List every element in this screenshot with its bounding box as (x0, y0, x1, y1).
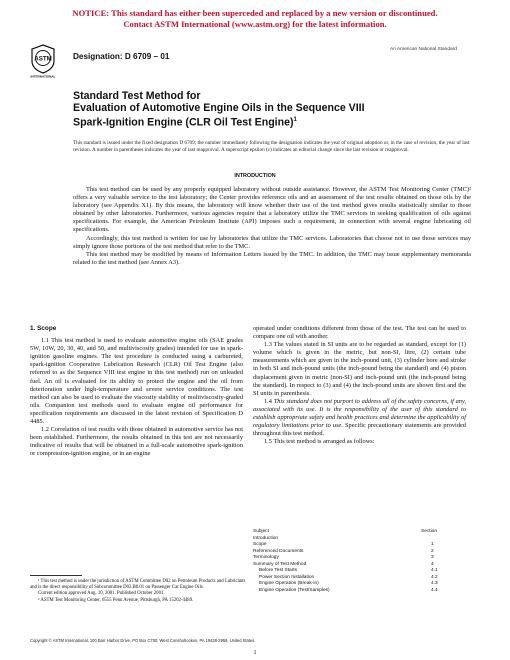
footnote-1-edition: Current edition approved Aug. 10, 2001. Published October 2001. (38, 591, 165, 597)
introduction-body (73, 186, 471, 267)
footnote-divider (30, 575, 82, 576)
copyright-line: Copyright © ASTM International, 100 Barr Harbor Drive, PO Box C700, West Conshohocken, PA 19428-2959, United States. (30, 638, 256, 643)
intro-paragraph-3: This test method may be modified by means of Information Letters issued by the TMC. In addition, the TMC may issue supplementary memoranda related to the test method (see Annex A3). (73, 250, 471, 266)
row-section: 4.1 (431, 568, 438, 573)
scope-1-4 (253, 398, 466, 438)
table-header-section: Section (421, 529, 437, 534)
notice-line-2: Contact ASTM International (www.astm.org) for the latest information. (123, 19, 387, 29)
page-number: 1 (253, 650, 257, 656)
row-subject: Power Section Installation (259, 574, 315, 580)
row-section: 2 (431, 548, 434, 554)
row-subject: Scope (253, 542, 267, 547)
footnote-2: ² ASTM Test Monitoring Center, 6555 Penn Avenue, Pittsburgh, PA 15202-4489. (38, 597, 194, 603)
designation: Designation: D 6709 – 01 (73, 52, 170, 61)
table-row (253, 588, 453, 595)
scope-1-4-safety: This standard does not purport to address all of the safety concerns, if any, associated with its use. It is the responsibility of the user of this standard to establish appropriate safety and health practices and determine the applicability of regulatory limitations prior to use. (253, 397, 467, 430)
scope-1-2-continued: operated under conditions different from those of the test. The test can be used to compare one oil with another. (253, 325, 466, 341)
table-header-subject: Subject (253, 529, 269, 534)
scope-1-1: 1.1 This test method is used to evaluate automotive engine oils (SAE grades 5W, 10W, 20, 30, 40, and 50, and multiviscosity grades) intended for use in spark-ignition gasoline engines. The test procedure is conducted using a carbureted, spark-ignition Cooperative Lubrication Research (CLR) Oil Test Engine (also referred to as the Sequence VIII test engine in this test method) run on unleaded fuel. An oil is evaluated for its ability to protect the engine and the oil from deterioration under high-temperature and severe service conditions. The test method can also be used to evaluate the viscosity stability of multiviscosity-graded oils. Companion test methods used to evaluate engine oil performance for specification requirements are discussed in the latest revision of Specification D 4485. (30, 337, 243, 426)
logo-brand-text: ASTM (34, 55, 52, 63)
row-section: 4 (431, 561, 434, 567)
title-footnote-mark: 1 (293, 117, 297, 124)
row-section: 3 (431, 555, 434, 560)
footnotes (30, 579, 246, 604)
astm-logo (29, 44, 57, 78)
logo-sub-text: INTERNATIONAL (30, 74, 56, 78)
row-subject: Terminology (253, 555, 279, 560)
title-line-1: Standard Test Method for (73, 90, 201, 102)
scope-heading: 1. Scope (30, 325, 57, 332)
scope-1-4-number: 1.4 (264, 397, 274, 405)
title-line-2: Evaluation of Automotive Engine Oils in the Sequence VIII (73, 102, 365, 114)
scope-1-5: 1.5 This test method is arranged as follows: (264, 438, 375, 446)
row-subject: Engine Operation (Test/Samples) (259, 587, 330, 593)
intro-paragraph-2: Accordingly, this test method is written for use by laboratories that utilize the TMC services. Laboratories that choose not to use those services may simply ignore those portions of the test method that refer to the TMC. (73, 234, 471, 250)
row-subject: Introduction (253, 535, 279, 541)
row-subject: Engine Operation (Break-in) (259, 581, 319, 586)
scope-1-2: 1.2 Correlation of test results with those obtained in automotive service has not been established. Furthermore, the results obtained in this test are not necessarily indicative of results that will be obtained in a full-scale automotive spark-ignition or compression-ignition engine, or in an engine (30, 426, 243, 458)
row-subject: Summary of Test Method (253, 561, 307, 567)
row-subject: Before Test Starts (259, 568, 298, 573)
row-subject: Referenced Documents (253, 548, 304, 554)
section-table (253, 529, 453, 594)
introduction-heading: INTRODUCTION (234, 173, 276, 179)
title-line-3: Spark-Ignition Engine (CLR Oil Test Engine) (73, 116, 294, 129)
row-section: 1 (431, 542, 434, 547)
intro-paragraph-1: This test method can be used by any properly equipped laboratory without outside assistance. However, the ASTM Test Monitoring Center (TMC)² offers a very valuable service to the test laboratory; the Center provides reference oils and an assessment of the test results obtained on those oils by the laboratory (see Appendix X1). By this means, the laboratory will know whether their use of the test method gives results statistically similar to those obtained by other laboratories. Furthermore, various agencies require that a laboratory utilize the TMC services in seeking qualification of oils against specifications. For example, the American Petroleum Institute (API) imposes such a requirement, in connection with several engine lubricating oil specifications. (73, 186, 471, 234)
scope-1-3: 1.3 The values stated in SI units are to be regarded as standard, except for (1) volume which is given in the metric, but non-SI, litre, (2) certain tube measurements which are given in the inch-pound unit, (3) cylinder bore and stroke in both SI and inch-pound units (the inch-pound being the standard) and (4) piston displacement given in metric (non-SI) and inch-pound unit (the inch-pound being the standard). In respect to (3) and (4) the inch-pound units are shown first and the SI units in parenthesis. (253, 341, 466, 397)
right-column (253, 325, 466, 446)
row-section: 4.2 (431, 574, 438, 580)
issued-note: This standard is issued under the fixed designation D 6709; the number immediately following the designation indicates the year of original adoption or, in the case of revision, the year of last revision. A number in parentheses indicates the year of last reapproval. A superscript epsilon (ε) indicates an editorial change since the last revision or reapproval. (73, 140, 470, 153)
ansi-label: An American National Standard (390, 47, 457, 52)
row-section: 4.3 (431, 581, 438, 586)
left-column (30, 325, 243, 459)
scope-1-4-tail: Specific precautionary statements are provided throughout this test method. (253, 422, 466, 438)
row-section: 4.4 (431, 587, 438, 593)
notice-line-1: NOTICE: This standard has either been superceded and replaced by a new version or discontinued. (72, 8, 438, 18)
supersede-notice (0, 8, 510, 30)
document-title (73, 102, 493, 129)
footnote-1: ¹ This test method is under the jurisdiction of ASTM Committee D02 on Petroleum Products and Lubricants and is the direct responsibility of Subcommittee D02.B0.01 on Passenger Car Engine Oils. (30, 579, 246, 591)
